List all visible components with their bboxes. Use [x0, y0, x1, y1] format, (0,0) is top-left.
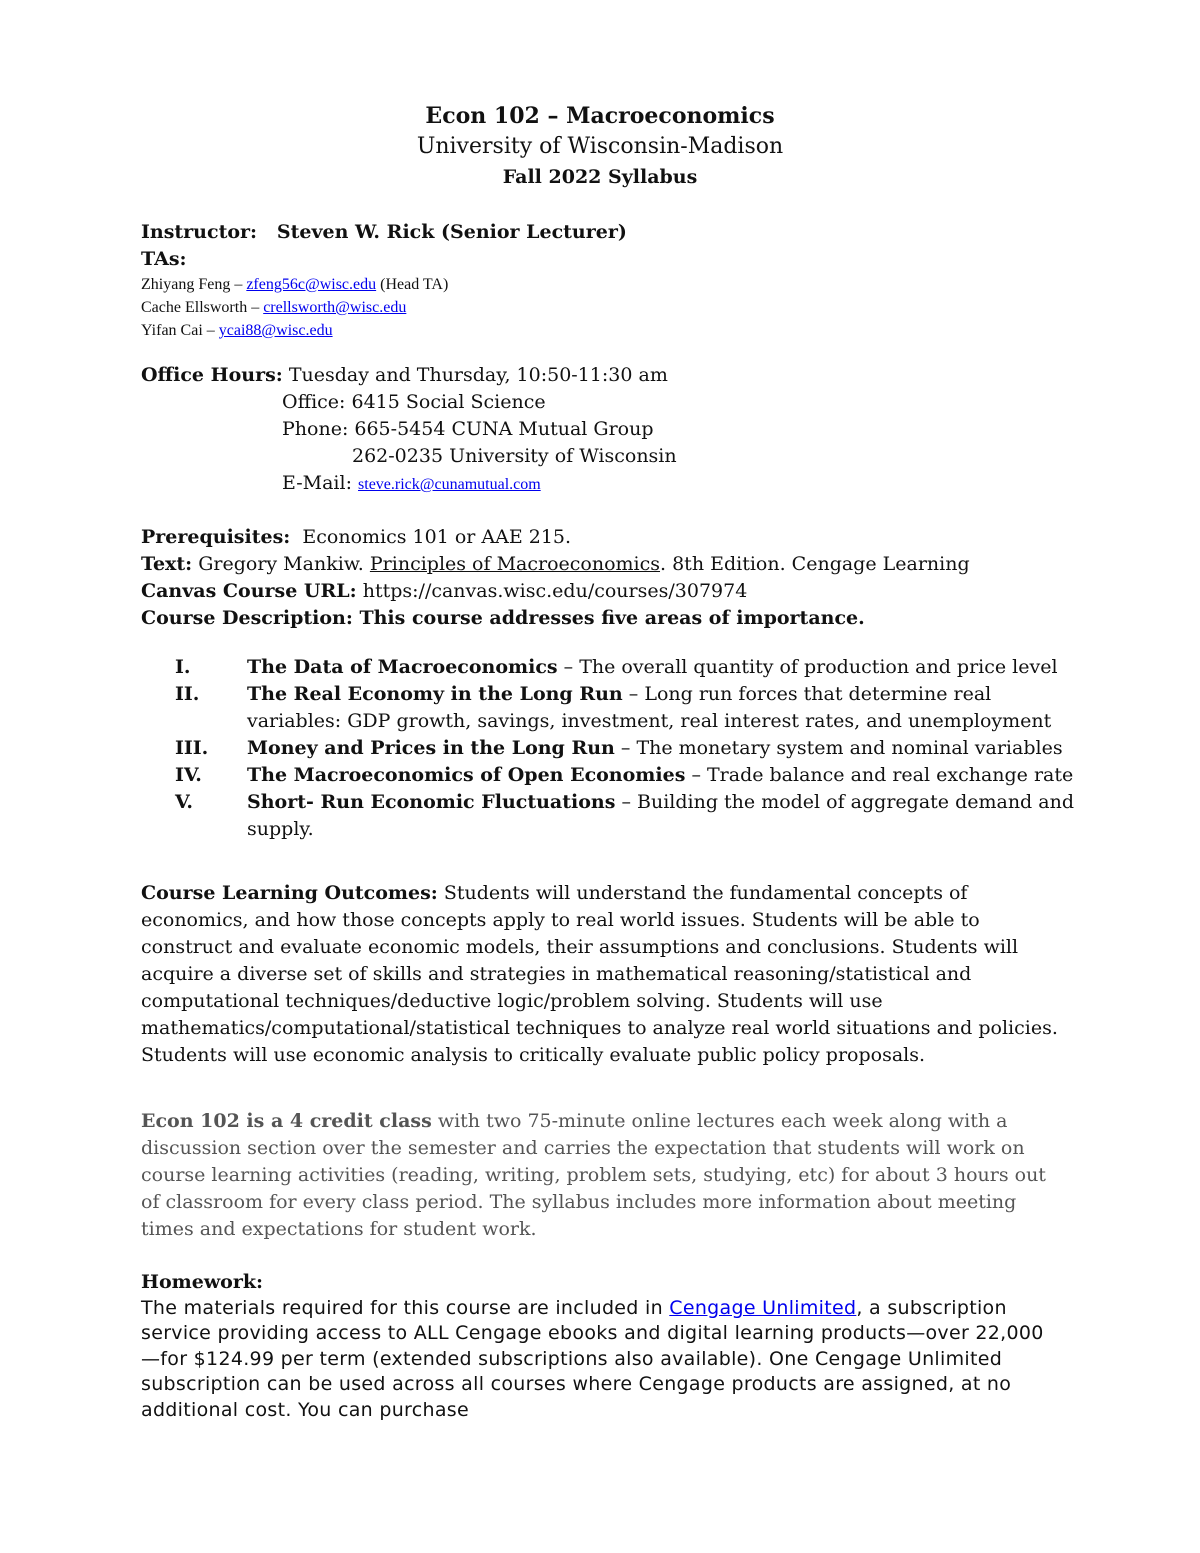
office-hours-line [141, 362, 677, 389]
instructor-name: Steven W. Rick (Senior Lecturer) [276, 221, 627, 243]
ta-email-link[interactable]: crellsworth@wisc.edu [263, 299, 407, 316]
staff-section [141, 218, 627, 342]
office-hours-section [141, 362, 677, 497]
text-label: Text: [141, 553, 193, 575]
outline-item [175, 654, 1075, 681]
course-description-line [141, 605, 970, 632]
outline-desc: – Building the model of aggregate demand and supply. [247, 791, 1074, 840]
text-line [141, 551, 970, 578]
course-info-section [141, 524, 970, 632]
ta-row [141, 296, 627, 319]
email-label: E-Mail: [282, 472, 359, 494]
ta-note: (Head TA) [376, 276, 449, 293]
prerequisites-line [141, 524, 970, 551]
outline-number: V. [175, 791, 194, 813]
course-description-value: This course addresses five areas of importance. [359, 607, 865, 629]
outline-item [175, 789, 1075, 843]
learning-outcomes [141, 880, 1066, 1069]
office-location: Office: 6415 Social Science [282, 391, 546, 413]
phone-primary: Phone: 665-5454 CUNA Mutual Group [282, 418, 654, 440]
textbook-title: Principles of Macroeconomics [369, 553, 661, 575]
credit-label: Econ 102 is a 4 credit class [141, 1110, 432, 1132]
course-outline [175, 654, 1075, 843]
learning-outcomes-label: Course Learning Outcomes: [141, 882, 438, 904]
office-hours-label: Office Hours: [141, 364, 283, 386]
outline-desc: – Trade balance and real exchange rate [685, 764, 1074, 786]
outline-number: I. [175, 656, 191, 678]
outline-item [175, 735, 1075, 762]
office-hours-times: Tuesday and Thursday, 10:50-11:30 am [288, 364, 668, 386]
instructor-line [141, 218, 627, 246]
outline-desc: – The monetary system and nominal variables [614, 737, 1063, 759]
prerequisites-label: Prerequisites: [141, 526, 291, 548]
ta-email-link[interactable]: zfeng56c@wisc.edu [246, 276, 377, 293]
outline-number: II. [175, 683, 200, 705]
ta-row [141, 273, 627, 296]
outline-title: Short- Run Economic Fluctuations [247, 791, 616, 813]
homework-text-after: , a subscription service providing access to ALL Cengage ebooks and digital learning products—over 22,000—for $124.99 per term (extended subscriptions also available). One Cengage Unlimited subscription can be used across all courses where Cengage products are assigned, at no additional cost. You can purchase [141, 1297, 1044, 1421]
course-title: Econ 102 – Macroeconomics [425, 103, 775, 129]
outline-title: The Real Economy in the Long Run [247, 683, 623, 705]
instructor-email-link[interactable]: steve.rick@cunamutual.com [358, 476, 541, 493]
homework-text [141, 1296, 1051, 1423]
course-description-label: Course Description: [141, 607, 353, 629]
homework-heading: Homework: [141, 1271, 264, 1293]
ta-name: Zhiyang Feng – [141, 276, 247, 293]
ta-email-link[interactable]: ycai88@wisc.edu [218, 322, 333, 339]
homework-text-before: The materials required for this course are included in [141, 1297, 670, 1319]
cengage-unlimited-link[interactable]: Cengage Unlimited [669, 1297, 857, 1319]
outline-desc: – Long run forces that determine real variables: GDP growth, savings, investment, real interest rates, and unemployment [247, 683, 1052, 732]
prerequisites-value: Economics 101 or AAE 215. [302, 526, 572, 548]
outline-item [175, 681, 1075, 735]
ta-row [141, 319, 627, 342]
university-name: University of Wisconsin-Madison [416, 134, 784, 159]
ta-name: Yifan Cai – [141, 322, 219, 339]
canvas-line [141, 578, 970, 605]
tas-label: TAs: [141, 248, 187, 270]
outline-item [175, 762, 1075, 789]
credit-text: with two 75-minute online lectures each week along with a discussion section over the semester and carries the expectation that students will work on course learning activities (reading, writing, problem sets, studying, etc) for about 3 hours out of classroom for every class period. The syllabus includes more information about meeting times and expectations for student work. [141, 1110, 1046, 1240]
credit-statement [141, 1108, 1066, 1243]
outline-title: The Macroeconomics of Open Economies [247, 764, 686, 786]
instructor-label: Instructor: [141, 221, 258, 243]
outline-title: Money and Prices in the Long Run [247, 737, 615, 759]
outline-number: III. [175, 737, 209, 759]
term-title: Fall 2022 Syllabus [502, 166, 698, 188]
text-edition: . 8th Edition. Cengage Learning [660, 553, 970, 575]
text-author: Gregory Mankiw. [198, 553, 370, 575]
phone-secondary: 262-0235 University of Wisconsin [352, 445, 677, 467]
outline-title: The Data of Macroeconomics [247, 656, 558, 678]
ta-name: Cache Ellsworth – [141, 299, 264, 316]
instructor-email-line [141, 470, 677, 497]
canvas-label: Canvas Course URL: [141, 580, 357, 602]
outline-number: IV. [175, 764, 202, 786]
learning-outcomes-text: Students will understand the fundamental concepts of economics, and how those concepts apply to real world issues. Students will be able to construct and evaluate economic models, their assumptions and conclusions. Students will acquire a diverse set of skills and strategies in mathematical reasoning/statistical and computational techniques/deductive logic/problem solving. Students will use mathematics/computational/statistical techniques to analyze real world situations and policies. Students will use economic analysis to critically evaluate public policy proposals. [141, 882, 1058, 1066]
canvas-url[interactable]: https://canvas.wisc.edu/courses/307974 [362, 580, 748, 602]
document-header [0, 101, 1200, 191]
outline-desc: – The overall quantity of production and price level [557, 656, 1058, 678]
